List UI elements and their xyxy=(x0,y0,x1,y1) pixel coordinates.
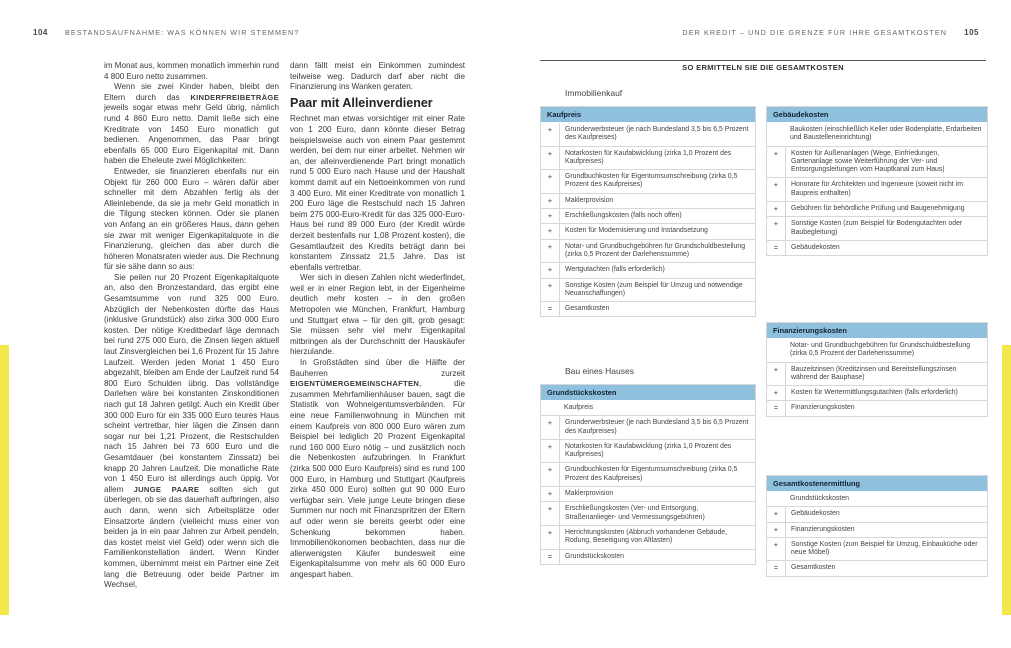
row-text: Erschließungskosten (Ver- und Entsorgung, Straßenanlieger- und Vermessungsgebühren) xyxy=(565,505,705,521)
row-text: Gebäudekosten xyxy=(791,510,840,518)
table-header: Grundstückskosten xyxy=(541,385,755,401)
table-row xyxy=(541,302,755,316)
table-gesamtkostenermittlung xyxy=(766,475,988,577)
operator-symbol: + xyxy=(767,386,786,400)
operator-symbol: + xyxy=(767,178,786,201)
table-finanzierungskosten xyxy=(766,322,988,417)
table-header: Finanzierungskosten xyxy=(767,323,987,339)
table-row xyxy=(767,241,987,255)
paragraph: Wenn sie zwei Kinder haben, bleibt den Eltern durch das KINDERFREIBETRÄGE jeweils sogar etwas mehr Geld übrig, nämlich rund 4 860 Euro netto. Damit ließe sich eine Kreditrate von 1450 Euro monatlich gut bedienen. Angenommen, das Paar bringt ebenfalls 65 000 Euro Eigenkapital mit. Dann haben die Eheleute zwei Möglichkeiten: xyxy=(104,82,279,166)
operator-symbol: + xyxy=(541,487,560,501)
section-heading: Paar mit Alleinverdiener xyxy=(290,95,433,110)
table-row xyxy=(541,487,755,502)
table-row xyxy=(541,526,755,550)
row-text: Sonstige Kosten (zum Beispiel für Umzug und notwendige Neuanschaffungen) xyxy=(565,281,743,297)
row-text: Grundbuchkosten für Eigentumsumschreibung (zirka 0,5 Prozent des Kaufpreises) xyxy=(565,466,738,482)
row-text: Herrichtungskosten (Abbruch vorhandener Gebäude, Rodung, Beseitigung von Altlasten) xyxy=(565,528,728,545)
row-text: Kosten für Wertermittlungsgutachten (falls erforderlich) xyxy=(791,389,958,397)
row-text: Notarkosten für Kaufabwicklung (zirka 1,0 Prozent des Kaufpreises) xyxy=(565,149,732,165)
row-text: Gebäudekosten xyxy=(791,243,840,251)
operator-symbol: + xyxy=(767,147,786,178)
row-text: Kaufpreis xyxy=(564,404,594,411)
paragraph: Entweder, sie finanzieren ebenfalls nur ein Objekt für 260 000 Euro – wären dafür aber schneller mit dem Abzahlen fertig als der Alleinlebende, da sie ja mehr Geld monatlich in die Tilgung stecken können. Oder sie planen von Anfang an ein größeres Haus, dann gehen sie zwar mit weniger Eigenkapitalquote in die Finanzierung, gleichen das aber durch die höheren Monatsraten wieder aus. Die Rechnung für sie sähe dann so aus: xyxy=(104,166,279,272)
table-row xyxy=(541,194,755,209)
row-text: Notar- und Grundbuchgebühren für Grundschuldbestellung (zirka 0,5 Prozent der Darlehenssumme) xyxy=(790,342,971,358)
table-row xyxy=(767,123,987,147)
operator-symbol: + xyxy=(767,217,786,240)
operator-symbol: = xyxy=(767,401,786,415)
row-text: Grunderwerbsteuer (je nach Bundesland 3,5 bis 6,5 Prozent des Kaufpreises) xyxy=(565,126,749,142)
table-row xyxy=(541,170,755,194)
keyword: EIGENTÜMERGEMEINSCHAFTEN xyxy=(290,379,420,389)
table-row xyxy=(541,224,755,239)
row-text: Baukosten (einschließlich Keller oder Bodenplatte, Erdarbeiten und Baustelleneinrichtung) xyxy=(790,126,982,142)
operator-symbol: + xyxy=(541,240,560,263)
operator-symbol: + xyxy=(541,279,560,302)
row-text: Maklerprovision xyxy=(565,490,614,498)
left-yellow-bar xyxy=(0,345,9,615)
row-text: Honorare für Architekten und Ingenieure (soweit nicht im Baupreis enthalten) xyxy=(791,181,963,197)
table-row xyxy=(767,561,987,575)
section-label-immobilienkauf: Immobilienkauf xyxy=(565,88,623,98)
left-header xyxy=(33,28,299,37)
row-text: Finanzierungskosten xyxy=(791,404,855,412)
table-row xyxy=(767,538,987,562)
operator-symbol: + xyxy=(541,416,560,439)
keyword: JUNGE PAARE xyxy=(133,484,200,494)
table-row xyxy=(767,202,987,217)
operator-symbol: + xyxy=(541,209,560,223)
paragraph: dann fällt meist ein Einkommen zumindest teilweise weg. Dadurch darf aber nicht die Finanzierung ins Wanken geraten. xyxy=(290,61,465,92)
right-header xyxy=(682,28,979,37)
operator-symbol: + xyxy=(767,523,786,537)
table-row xyxy=(541,416,755,440)
keyword: KINDERFREIBETRÄGE xyxy=(190,92,279,102)
operator-symbol: = xyxy=(541,550,560,564)
operator-symbol: = xyxy=(541,302,560,316)
text-column-1 xyxy=(104,61,279,591)
table-row xyxy=(767,507,987,522)
paragraph: im Monat aus, kommen monatlich immerhin rund 4 800 Euro netto zusammen. xyxy=(104,61,279,81)
table-row xyxy=(541,209,755,224)
operator-symbol: + xyxy=(541,526,560,549)
right-page-number: 105 xyxy=(964,28,979,37)
table-row xyxy=(767,523,987,538)
operator-symbol: + xyxy=(541,147,560,170)
row-text: Grundstückskosten xyxy=(565,552,624,560)
row-text: Grundbuchkosten für Eigentumsumschreibung (zirka 0,5 Prozent des Kaufpreises) xyxy=(565,173,738,189)
operator-symbol: + xyxy=(541,224,560,238)
text-column-2 xyxy=(290,61,465,581)
row-text: Kosten für Außenanlagen (Wege, Einfriedungen, Gartenanlage sowie Weiterführung der Ver- und Entsorgungsleitungen vom Hauptkanal zum Haus) xyxy=(791,149,945,174)
table-row xyxy=(541,240,755,264)
row-text: Grunderwerbsteuer (je nach Bundesland 3,5 bis 6,5 Prozent des Kaufpreises) xyxy=(565,419,749,435)
row-text: Notar- und Grundbuchgebühren für Grundschuldbestellung (zirka 0,5 Prozent der Darlehenssumme) xyxy=(565,242,746,258)
table-row xyxy=(767,217,987,241)
row-text: Sonstige Kosten (zum Beispiel für Umzug, Einbauküche oder neue Möbel) xyxy=(791,540,978,557)
table-grundstueckskosten xyxy=(540,384,756,565)
operator-symbol: + xyxy=(541,440,560,463)
table-row xyxy=(541,123,755,147)
table-gebaeudekosten xyxy=(766,106,988,256)
right-running-title: DER KREDIT – UND DIE GRENZE FÜR IHRE GESAMTKOSTEN xyxy=(682,28,948,37)
row-text: Erschließungskosten (falls noch offen) xyxy=(565,212,682,220)
row-text: Notarkosten für Kaufabwicklung (zirka 1,0 Prozent des Kaufpreises) xyxy=(565,442,732,459)
table-row xyxy=(767,386,987,401)
right-yellow-bar xyxy=(1002,345,1011,615)
operator-symbol: = xyxy=(767,561,786,575)
table-header: Gebäudekosten xyxy=(767,107,987,123)
table-row xyxy=(541,263,755,278)
table-row xyxy=(767,147,987,179)
table-row xyxy=(767,492,987,507)
row-text: Grundstückskosten xyxy=(790,495,849,502)
operator-symbol: + xyxy=(541,194,560,208)
paragraph: Sie peilen nur 20 Prozent Eigenkapitalquote an, also den Bronzestandard, das ergibt eine Gesamtsumme von rund 325 000 Euro. Abzüglich der Nebenkosten dürfte das Haus (inklusive Grundstück) also zirka 300 000 Euro kosten. Der nötige Kreditbedarf läge demnach bei rund 275 000 Euro, die Zinsen liegen aktuell laut Zinsvergleichen bei 1,6 Prozent für 15 Jahre Laufzeit. Werden jeden Monat 1 450 Euro abgezahlt, bleiben am Ende der Laufzeit rund 54 800 Euro Schulden übrig. Das vollständige Darlehen wäre bei konstanten Zinskonditionen nach gut 18 Jahren getilgt. Auch ein Kredit über 300 000 Euro für ein 335 000 Euro teures Haus scheint vertretbar, hier lägen die Zinsen dann sogar nur bei 1,21 Prozent, die Restschulden nach 15 Jahren bei 73 600 Euro und die Gesamtdauer (bei konstantem Zinssatz) bei knapp 20 Jahren Laufzeit. Die monatliche Rate von 1 450 Euro ist allerdings auch üppig. Vor allem JUNGE PAARE sollten sich gut überlegen, ob sie das dauerhaft aufbringen, also auch dann, wenn sich Arbeitsplätze oder Einsatzorte ändern (vielleicht muss einer von beiden ja in ein paar Jahren zur Arbeit pendeln, das kostet meist viel Geld) oder wenn sich die Familienkonstellation ändert. Wenn Kinder kommen, übernimmt meist ein Partner eine Zeit lang die Betreuung oder beide Partner im Wechsel, xyxy=(104,272,279,590)
table-row xyxy=(767,178,987,202)
operator-symbol: + xyxy=(767,363,786,386)
box-title: SO ERMITTELN SIE DIE GESAMTKOSTEN xyxy=(540,60,986,74)
table-header: Kaufpreis xyxy=(541,107,755,123)
left-page-number: 104 xyxy=(33,28,48,37)
row-text: Kosten für Modernisierung und Instandsetzung xyxy=(565,227,708,235)
table-row xyxy=(541,440,755,464)
operator-symbol: + xyxy=(541,463,560,486)
row-text: Gebühren für behördliche Prüfung und Baugenehmigung xyxy=(791,205,965,213)
table-header: Gesamtkostenermittlung xyxy=(767,476,987,492)
table-row xyxy=(767,401,987,415)
row-text: Wertgutachten (falls erforderlich) xyxy=(565,266,665,274)
row-text: Finanzierungskosten xyxy=(791,525,855,533)
table-row xyxy=(767,363,987,387)
table-kaufpreis xyxy=(540,106,756,317)
row-text: Gesamtkosten xyxy=(565,305,610,313)
left-running-title: BESTANDSAUFNAHME: WAS KÖNNEN WIR STEMMEN? xyxy=(64,28,300,37)
operator-symbol: + xyxy=(767,202,786,216)
operator-symbol: = xyxy=(767,241,786,255)
table-row xyxy=(541,502,755,526)
paragraph: In Großstädten sind über die Hälfte der Bauherren zurzeit EIGENTÜMERGEMEINSCHAFTEN, die zusammen Mehrfamilienhäuser bauen, sagt die Statistik von Wohneigentumsverbänden. Für eine neue Familienwohnung in München mit einem Kaufpreis von 800 000 Euro wären zum Beispiel bei lediglich 20 Prozent Eigenkapital rund 160 000 Euro nötig – und zusätzlich noch die Nebenkosten aufzubringen. In Frankfurt (zirka 500 000 Euro Kaufpreis) sind es rund 100 000 Euro, in Hamburg und Stuttgart (Kaufpreis zirka 450 000 Euro) sollten gut 90 000 Euro verfügbar sein. Viele junge Leute bringen diese Summen nur noch mit Finanzspritzen der Eltern auf oder wenn sie bereits geerbt oder eine Schenkung bekommen haben. Immobilienökonomen beobachten, dass nur die allerwenigsten Käufer bundesweit eine Eigenkapitalsumme von mehr als 60 000 Euro angespart haben. xyxy=(290,358,465,579)
table-row xyxy=(541,550,755,564)
operator-symbol: + xyxy=(541,502,560,525)
paragraph: Rechnet man etwas vorsichtiger mit einer Rate von 1 200 Euro, dann könnte dieser Betrag beispielsweise auch von einem Paar gestemmt werden, bei dem nur einer arbeitet. Nehmen wir an, der alleinverdienende Part bringt monatlich rund 5 000 Euro nach Hause und der Haushalt kommt damit auf ein Nettoeinkommen von rund 3 400 Euro. Mit einer Kreditrate von monatlich 1 200 Euro läge die Restschuld nach 15 Jahren beim 275 000-Euro-Kredit für das 325 000-Euro-Haus bei rund 89 000 Euro (der Kredit würde derzeit bestenfalls nur 1,08 Prozent kosten), die Gesamtlaufzeit des Kredits beträgt dann bei konstantem Zinssatz 21,5 Jahre. Das ist ebenfalls vertretbar. xyxy=(290,114,465,272)
operator-symbol: + xyxy=(541,263,560,277)
operator-symbol: + xyxy=(767,538,786,561)
table-row xyxy=(541,463,755,487)
table-row xyxy=(541,401,755,416)
operator-symbol: + xyxy=(541,170,560,193)
operator-symbol: + xyxy=(541,123,560,146)
section-label-hausbau: Bau eines Hauses xyxy=(565,366,634,376)
table-row xyxy=(541,279,755,303)
row-text: Gesamtkosten xyxy=(791,564,836,572)
table-row xyxy=(767,339,987,363)
row-text: Bauzeitzinsen (Kreditzinsen und Bereitstellungszinsen während der Bauphase) xyxy=(791,365,957,381)
row-text: Maklerprovision xyxy=(565,196,614,204)
table-row xyxy=(541,147,755,171)
paragraph: Wer sich in diesen Zahlen nicht wiederfindet, weil er in einer Region lebt, in der Eigenheime deutlich mehr kosten – in den großen Metropolen wie München, Frankfurt, Hamburg und Stuttgart etwa – für den gilt, grob gesagt: Sie müssen sehr viel mehr Eigenkapital mitbringen als der Durchschnitt der Hauskäufer hierzulande. xyxy=(290,273,465,357)
operator-symbol: + xyxy=(767,507,786,521)
row-text: Sonstige Kosten (zum Beispiel für Bodengutachten oder Baubegleitung) xyxy=(791,220,963,236)
